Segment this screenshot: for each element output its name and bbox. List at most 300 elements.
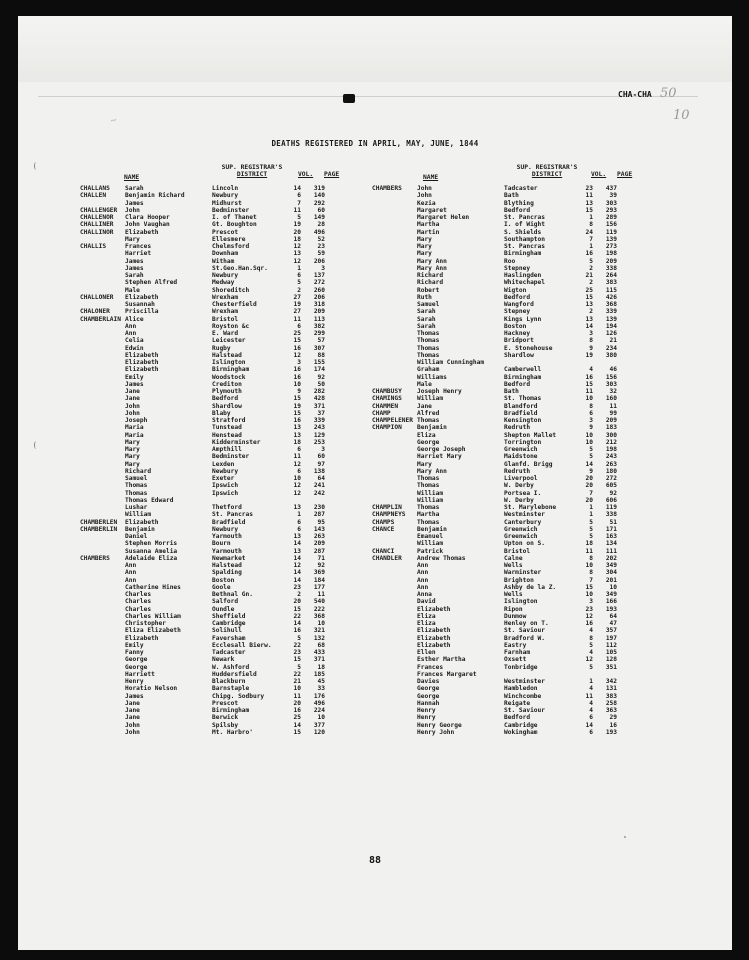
given-name-cell: Eliza — [417, 431, 436, 439]
given-name-cell: John — [125, 728, 140, 736]
district-cell: Maidstone — [504, 453, 538, 461]
district-cell: Rugby — [212, 344, 231, 352]
page-cell: 383 — [605, 279, 617, 287]
volume-cell: 8 — [589, 634, 593, 642]
volume-cell: 20 — [293, 598, 301, 606]
entry-row — [80, 424, 340, 431]
district-cell: Newbury — [212, 272, 239, 279]
volume-cell: 3 — [589, 417, 593, 424]
given-name-cell: Henry John — [417, 728, 455, 736]
page-cell: 243 — [313, 424, 325, 432]
district-cell: Blything — [504, 199, 534, 207]
entry-row — [372, 555, 642, 562]
surname-cell: CHALLENOR — [80, 214, 114, 221]
page-cell: 197 — [605, 634, 617, 642]
page-cell: 212 — [605, 438, 617, 446]
given-name-cell: Martha — [417, 221, 440, 229]
given-name-cell: Ann — [125, 322, 137, 330]
volume-cell: 12 — [585, 612, 593, 620]
page-cell: 174 — [313, 366, 325, 374]
page-cell: 433 — [313, 649, 325, 656]
given-name-cell: William — [417, 540, 444, 548]
given-name-cell: David — [417, 598, 436, 606]
volume-cell: 6 — [297, 467, 301, 475]
district-cell: Newbury — [212, 525, 239, 533]
entry-row — [80, 410, 340, 417]
given-name-cell: Mary — [417, 460, 432, 468]
district-cell: Whitechapel — [504, 279, 545, 287]
district-cell: Stepney — [504, 308, 531, 316]
given-name-cell: Elizabeth — [125, 359, 159, 366]
entry-row — [372, 287, 642, 294]
given-name-cell: James — [125, 692, 144, 700]
given-name-cell: Ellen — [417, 649, 436, 656]
district-cell: St. Pancras — [212, 511, 253, 519]
volume-cell: 1 — [589, 511, 593, 519]
district-cell: Goole — [212, 583, 231, 591]
page-cell: 21 — [609, 337, 617, 345]
district-cell: Witham — [212, 257, 235, 265]
entry-row — [80, 606, 340, 613]
page-cell: 349 — [605, 591, 617, 598]
district-cell: Westminster — [504, 678, 545, 685]
district-cell: Newark — [212, 656, 235, 664]
district-cell: Tunstead — [212, 424, 242, 432]
given-name-cell: Alice — [125, 315, 144, 323]
district-cell: Lincoln — [212, 185, 239, 192]
entry-row — [372, 294, 642, 301]
volume-cell: 15 — [293, 409, 301, 417]
district-cell: E. Stonehouse — [504, 344, 553, 352]
entry-row — [372, 424, 642, 431]
page-cell: 349 — [605, 562, 617, 569]
entry-row — [372, 526, 642, 533]
district-cell: Prescot — [212, 699, 239, 707]
scan-artifact — [34, 162, 38, 170]
page-cell: 23 — [317, 243, 325, 250]
page-cell: 92 — [317, 562, 325, 569]
given-name-cell: Benjamin — [417, 424, 447, 432]
page-cell: 383 — [605, 692, 617, 700]
surname-cell: CHAMPNEYS — [372, 511, 406, 519]
district-cell: Prescot — [212, 228, 239, 236]
entry-row — [372, 453, 642, 460]
volume-cell: 6 — [297, 192, 301, 200]
page-cell: 206 — [313, 257, 325, 265]
page-cell: 134 — [605, 540, 617, 548]
volume-cell: 16 — [293, 344, 301, 352]
district-cell: Bristol — [504, 547, 531, 555]
surname-cell: CHALLINER — [80, 221, 114, 229]
page-cell: 234 — [605, 344, 617, 352]
entry-row — [372, 337, 642, 344]
district-cell: St. Pancras — [504, 243, 545, 250]
district-cell: Spalding — [212, 569, 242, 577]
given-name-cell: Elizabeth — [417, 641, 451, 649]
given-name-cell: Margaret — [417, 206, 447, 214]
given-name-cell: Stephen Morris — [125, 540, 178, 548]
district-cell: Liverpool — [504, 475, 538, 482]
entry-row — [372, 395, 642, 402]
given-name-cell: Male — [417, 380, 432, 388]
volume-cell: 4 — [589, 699, 593, 707]
entry-row — [372, 540, 642, 547]
given-name-cell: Robert — [417, 286, 440, 294]
entry-row — [80, 185, 340, 192]
district-cell: Chelmsford — [212, 243, 250, 250]
page-cell: 119 — [605, 504, 617, 511]
entry-row — [80, 192, 340, 199]
district-cell: E. Ward — [212, 330, 239, 337]
given-name-cell: George Joseph — [417, 446, 466, 453]
district-cell: Islington — [212, 359, 246, 366]
page-cell: 10 — [609, 583, 617, 591]
given-name-cell: Ruth — [417, 293, 432, 301]
district-cell: St. Marylebone — [504, 504, 557, 511]
district-cell: Westminster — [504, 511, 545, 519]
district-cell: Bath — [504, 192, 519, 200]
left-entries-list — [80, 185, 340, 736]
given-name-cell: Daniel — [125, 533, 148, 540]
page-cell: 32 — [609, 388, 617, 395]
given-name-cell: Mary — [125, 438, 140, 446]
entry-row — [372, 439, 642, 446]
volume-cell: 5 — [589, 663, 593, 671]
volume-cell: 13 — [585, 199, 593, 207]
volume-cell: 8 — [589, 402, 593, 410]
district-cell: S. Shields — [504, 228, 542, 236]
given-name-cell: Harriet — [125, 250, 152, 258]
district-cell: I. of Wight — [504, 221, 545, 229]
page-cell: 68 — [317, 641, 325, 649]
district-cell: Shepton Mallet — [504, 431, 557, 439]
given-name-cell: John — [125, 402, 140, 410]
given-name-cell: John — [125, 721, 140, 729]
volume-cell: 3 — [589, 598, 593, 606]
district-cell: Berwick — [212, 714, 239, 722]
page-cell: 163 — [605, 533, 617, 540]
entry-row — [80, 729, 340, 736]
page-cell: 138 — [313, 467, 325, 475]
given-name-cell: Emily — [125, 641, 144, 649]
surname-cell: CHAMBERLEN — [80, 518, 118, 526]
volume-cell: 13 — [293, 533, 301, 540]
entry-row — [372, 185, 642, 192]
given-name-cell: Esther Martha — [417, 656, 466, 664]
given-name-cell: Jane — [125, 395, 140, 403]
district-cell: Birmingham — [504, 250, 542, 258]
given-name-cell: Henry — [125, 678, 144, 685]
district-cell: Faversham — [212, 634, 246, 642]
volume-cell: 16 — [293, 627, 301, 635]
district-cell: Warminster — [504, 569, 542, 577]
volume-cell: 14 — [293, 721, 301, 729]
page-cell: 113 — [313, 315, 325, 323]
given-name-cell: Sarah — [417, 315, 436, 323]
district-cell: Bethnal Gn. — [212, 591, 253, 598]
entry-row — [80, 627, 340, 634]
entry-row — [80, 533, 340, 540]
entry-row — [372, 606, 642, 613]
scan-artifact — [34, 441, 38, 449]
given-name-cell: Benjamin — [417, 525, 447, 533]
given-name-cell: Mary — [125, 453, 140, 461]
page-cell: 171 — [605, 525, 617, 533]
page-cell: 377 — [313, 721, 325, 729]
volume-cell: 23 — [585, 605, 593, 613]
given-name-cell: Horatio Nelson — [125, 685, 178, 693]
district-cell: W. Derby — [504, 482, 534, 490]
district-cell: Wells — [504, 562, 523, 569]
volume-cell: 4 — [589, 627, 593, 635]
volume-cell: 19 — [293, 402, 301, 410]
district-cell: Farnham — [504, 649, 531, 656]
given-name-cell: Elizabeth — [125, 293, 159, 301]
page-cell: 92 — [609, 489, 617, 497]
given-name-cell: Ann — [417, 569, 429, 577]
page-cell: 112 — [605, 641, 617, 649]
volume-cell: 5 — [297, 214, 301, 221]
volume-cell: 4 — [589, 685, 593, 693]
given-name-cell: Priscilla — [125, 308, 159, 316]
district-cell: Redruth — [504, 424, 531, 432]
district-cell: St. Thomas — [504, 395, 542, 403]
volume-cell: 6 — [297, 525, 301, 533]
volume-cell: 3 — [297, 359, 301, 366]
volume-cell: 1 — [589, 243, 593, 250]
entry-row — [80, 468, 340, 475]
given-name-cell: William — [125, 511, 152, 519]
volume-cell: 22 — [293, 612, 301, 620]
page-cell: 206 — [313, 293, 325, 301]
given-name-cell: Joseph Henry — [417, 388, 462, 395]
page-cell: 428 — [313, 395, 325, 403]
given-name-cell: Benjamin Richard — [125, 192, 185, 200]
page-cell: 156 — [605, 373, 617, 381]
district-cell: Camberwell — [504, 366, 542, 374]
volume-cell: 20 — [585, 496, 593, 504]
surname-cell: CHALLINOR — [80, 228, 114, 236]
volume-cell: 12 — [293, 351, 301, 359]
given-name-cell: Patrick — [417, 547, 444, 555]
surname-cell: CHALONER — [80, 308, 110, 316]
district-cell: Blandford — [504, 402, 538, 410]
district-cell: Greenwich — [504, 525, 538, 533]
header-district-1-left: SUP. REGISTRAR'S — [221, 164, 283, 171]
given-name-cell: Kezia — [417, 199, 436, 207]
given-name-cell: Henry — [417, 714, 436, 722]
volume-cell: 14 — [293, 554, 301, 562]
given-name-cell: James — [125, 257, 144, 265]
page-cell: 10 — [317, 714, 325, 722]
entry-row — [80, 591, 340, 598]
entry-row — [80, 345, 340, 352]
page-cell: 132 — [313, 634, 325, 642]
page-cell: 363 — [605, 707, 617, 714]
surname-cell: CHAMMEN — [372, 402, 399, 410]
entry-row — [372, 200, 642, 207]
volume-cell: 9 — [589, 467, 593, 475]
entry-row — [372, 642, 642, 649]
volume-cell: 24 — [585, 228, 593, 236]
page-cell: 160 — [605, 395, 617, 403]
given-name-cell: Elizabeth — [125, 634, 159, 642]
volume-cell: 12 — [293, 460, 301, 468]
given-name-cell: James — [125, 380, 144, 388]
volume-cell: 10 — [585, 591, 593, 598]
volume-cell: 10 — [293, 475, 301, 482]
entry-row — [372, 403, 642, 410]
district-cell: Greenwich — [504, 446, 538, 453]
given-name-cell: Elizabeth — [417, 605, 451, 613]
given-name-cell: Thomas — [417, 337, 440, 345]
given-name-cell: Thomas — [417, 482, 440, 490]
district-cell: Eastry — [504, 641, 527, 649]
district-cell: Greenwich — [504, 533, 538, 540]
given-name-cell: Elizabeth — [125, 351, 159, 359]
page-cell: 282 — [313, 388, 325, 395]
given-name-cell: Eliza — [417, 612, 436, 620]
volume-cell: 14 — [585, 322, 593, 330]
surname-cell: CHALLONER — [80, 293, 114, 301]
volume-cell: 1 — [589, 504, 593, 511]
district-cell: Birmingham — [212, 366, 250, 374]
volume-cell: 16 — [293, 366, 301, 374]
page-cell: 64 — [609, 612, 617, 620]
given-name-cell: Thomas — [417, 475, 440, 482]
district-cell: Bourn — [212, 540, 231, 548]
district-cell: Ecclesall Bierw. — [212, 641, 272, 649]
entry-row — [80, 490, 340, 497]
page-cell: 605 — [605, 482, 617, 490]
surname-cell: CHALLANS — [80, 185, 110, 192]
district-cell: Bedford — [212, 395, 239, 403]
entry-row — [372, 461, 642, 468]
volume-cell: 12 — [293, 482, 301, 490]
volume-cell: 5 — [297, 634, 301, 642]
entry-row — [372, 432, 642, 439]
entry-row — [80, 250, 340, 257]
district-cell: Bradfield — [212, 518, 246, 526]
entry-row — [80, 504, 340, 511]
page-cell: 224 — [313, 707, 325, 714]
surname-cell: CHAMBERLIN — [80, 525, 118, 533]
given-name-cell: John — [125, 409, 140, 417]
given-name-cell: Sarah — [417, 308, 436, 316]
page-cell: 180 — [605, 467, 617, 475]
district-cell: Midhurst — [212, 199, 242, 207]
given-name-cell: Frances — [125, 243, 152, 250]
district-cell: Brighton — [504, 576, 534, 584]
page-cell: 45 — [317, 678, 325, 685]
district-cell: Newmarket — [212, 554, 246, 562]
volume-cell: 16 — [585, 620, 593, 627]
header-page-left: PAGE — [324, 171, 340, 178]
given-name-cell: George — [417, 685, 440, 693]
entry-row — [80, 395, 340, 402]
volume-cell: 18 — [585, 540, 593, 548]
volume-cell: 21 — [585, 272, 593, 279]
district-cell: Southampton — [504, 235, 545, 243]
entry-row — [80, 272, 340, 279]
district-cell: Shardlow — [504, 351, 534, 359]
page-title: DEATHS REGISTERED IN APRIL, MAY, JUNE, 1844 — [271, 139, 479, 148]
district-cell: Halstead — [212, 562, 242, 569]
page-cell: 37 — [317, 409, 325, 417]
page-cell: 222 — [313, 605, 325, 613]
district-cell: Bedford — [504, 714, 531, 722]
volume-cell: 8 — [589, 337, 593, 345]
given-name-cell: John — [417, 185, 432, 192]
volume-cell: 5 — [297, 663, 301, 671]
handwritten-annotation-2: 10 — [673, 108, 690, 123]
given-name-cell: Jane — [125, 707, 140, 714]
given-name-cell: Martha — [417, 511, 440, 519]
volume-cell: 5 — [589, 533, 593, 540]
page-cell: 339 — [313, 417, 325, 424]
district-cell: Bristol — [212, 315, 239, 323]
given-name-cell: Charles — [125, 591, 152, 598]
header-district-2-right: DISTRICT — [531, 171, 563, 178]
volume-cell: 15 — [293, 728, 301, 736]
given-name-cell: Frances — [417, 663, 444, 671]
entry-row — [80, 714, 340, 721]
entry-row — [80, 323, 340, 330]
district-cell: St. Saviour — [504, 707, 545, 714]
page-cell: 71 — [317, 554, 325, 562]
district-cell: Henstead — [212, 431, 242, 439]
entry-row — [80, 359, 340, 366]
entry-row — [80, 461, 340, 468]
entry-row — [372, 381, 642, 388]
given-name-cell: Williams — [417, 373, 447, 381]
header-name-left: NAME — [124, 174, 140, 181]
district-cell: Bradfield — [504, 409, 538, 417]
page-cell: 105 — [605, 649, 617, 656]
volume-cell: 11 — [585, 692, 593, 700]
entry-row — [372, 236, 642, 243]
district-cell: Boston — [504, 322, 527, 330]
given-name-cell: Ann — [417, 583, 429, 591]
entry-row — [80, 678, 340, 685]
given-name-cell: William — [417, 496, 444, 504]
volume-cell: 13 — [293, 547, 301, 555]
volume-cell: 1 — [297, 264, 301, 272]
volume-cell: 4 — [589, 649, 593, 656]
entry-row — [80, 656, 340, 663]
volume-cell: 12 — [293, 257, 301, 265]
district-cell: Oundle — [212, 605, 235, 613]
district-cell: Boston — [212, 576, 235, 584]
district-cell: Wigton — [504, 286, 527, 294]
entry-row — [80, 671, 340, 678]
entry-row — [80, 417, 340, 424]
entry-row — [372, 656, 642, 663]
handwritten-annotation: 50 — [660, 86, 677, 101]
entry-row — [372, 366, 642, 373]
page-cell: 193 — [605, 728, 617, 736]
district-cell: Spilsby — [212, 721, 239, 729]
given-name-cell: Edwin — [125, 344, 144, 352]
given-name-cell: Jane — [125, 388, 140, 395]
given-name-cell: Mary — [417, 250, 432, 258]
given-name-cell: William — [417, 489, 444, 497]
district-cell: Islington — [504, 598, 538, 606]
page-cell: 29 — [609, 714, 617, 722]
entry-row — [372, 700, 642, 707]
entry-row — [80, 555, 340, 562]
surname-cell: CHAMPS — [372, 518, 395, 526]
